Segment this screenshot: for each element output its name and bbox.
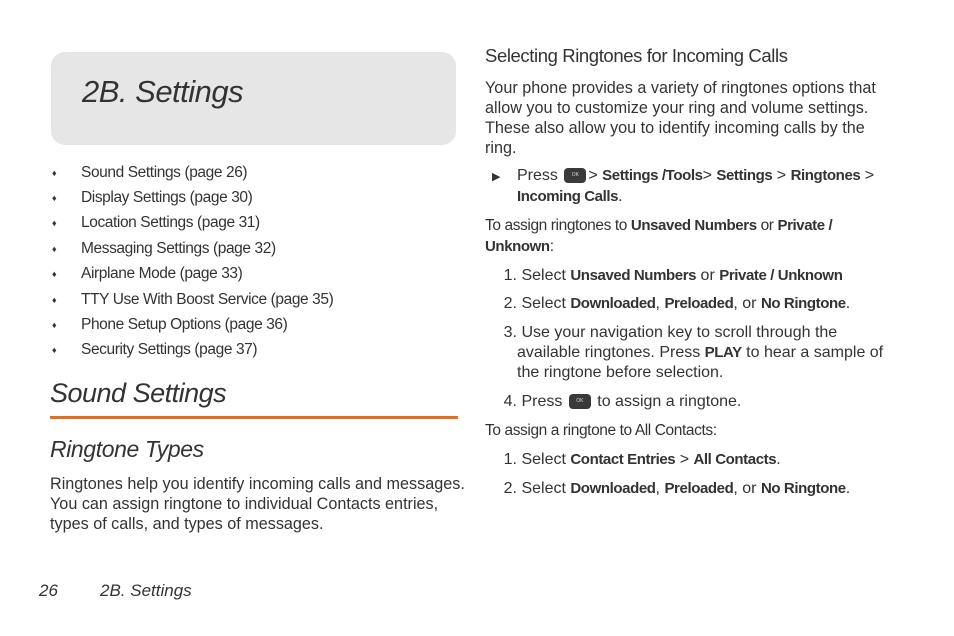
preloaded-option: Preloaded: [664, 480, 734, 497]
step-item: [485, 323, 895, 383]
step-item: [485, 392, 897, 412]
step-text: to hear a sample of the ringtone before selection.: [517, 344, 884, 381]
or-text: , or: [733, 480, 757, 497]
diamond-bullet-icon: ♦: [52, 269, 57, 280]
toc-item-label[interactable]: Sound Settings (page 26): [81, 163, 248, 181]
step-text: Select: [521, 480, 566, 497]
section-divider: [50, 416, 458, 419]
play-key-label: PLAY: [704, 344, 742, 361]
colon: :: [549, 238, 554, 255]
chapter-title: 2B. Settings: [82, 74, 244, 109]
diamond-bullet-icon: ♦: [52, 218, 57, 229]
downloaded-option: Downloaded: [570, 295, 656, 312]
step-text: Select: [521, 451, 566, 468]
press-text: Press: [517, 167, 558, 184]
diamond-bullet-icon: ♦: [52, 193, 57, 204]
preloaded-option: Preloaded: [664, 295, 734, 312]
toc-item[interactable]: [50, 236, 333, 261]
unsaved-numbers-option: Unsaved Numbers: [570, 267, 697, 284]
toc-item[interactable]: [50, 338, 333, 363]
menu-ringtones: Ringtones: [790, 167, 861, 184]
menu-path-instruction: [492, 166, 897, 207]
no-ringtone-option: No Ringtone: [760, 480, 846, 497]
step-text: to assign a ringtone.: [597, 393, 742, 410]
comma: ,: [655, 295, 660, 312]
downloaded-option: Downloaded: [570, 480, 656, 497]
step-text: Select: [521, 267, 566, 284]
comma: ,: [655, 480, 660, 497]
step-item: [485, 450, 897, 470]
ok-key-icon: OK: [569, 394, 591, 409]
toc-item[interactable]: [50, 287, 333, 312]
assign-all-contacts-intro: To assign a ringtone to All Contacts:: [485, 422, 717, 439]
step-number: 3.: [503, 324, 517, 341]
step-number: 4.: [503, 393, 517, 410]
contact-entries-option: Contact Entries: [570, 451, 676, 468]
toc-item[interactable]: [50, 185, 333, 210]
footer-section-name: 2B. Settings: [100, 581, 192, 600]
toc-item[interactable]: [50, 312, 333, 337]
private-unknown-option: Private / Unknown: [719, 267, 843, 284]
unsaved-numbers-label: Unsaved Numbers: [630, 217, 757, 234]
step-text: Select: [521, 295, 566, 312]
step-number: 2.: [503, 480, 517, 497]
toc-item-label[interactable]: Display Settings (page 30): [81, 189, 253, 207]
toc-item-label[interactable]: Location Settings (page 31): [81, 214, 260, 232]
all-contacts-option: All Contacts: [693, 451, 777, 468]
step-item: [485, 479, 897, 499]
section-heading-sound-settings: Sound Settings: [50, 378, 227, 408]
diamond-bullet-icon: ♦: [52, 320, 57, 331]
subsection-heading-ringtone-types: Ringtone Types: [50, 436, 204, 462]
period: .: [618, 188, 623, 205]
menu-settings-tools: Settings /Tools: [602, 167, 703, 184]
gt-separator: >: [588, 167, 598, 184]
toc-item-label[interactable]: Phone Setup Options (page 36): [81, 316, 288, 334]
toc-item-label[interactable]: Airplane Mode (page 33): [81, 265, 243, 283]
private-label: Private /: [777, 217, 833, 234]
selecting-ringtones-paragraph: Your phone provides a variety of ringtones options that allow you to customize your ring and volume settings. These also allow you to identify incoming calls by the ring.: [485, 79, 876, 157]
step-text: Use your navigation key to scroll through the available ringtones. Press: [517, 324, 838, 361]
toc-item[interactable]: [50, 211, 333, 236]
gt-separator: >: [702, 167, 712, 184]
gt-separator: >: [864, 167, 875, 184]
menu-settings: Settings: [716, 167, 773, 184]
triangle-bullet-icon: ▶: [492, 171, 501, 183]
no-ringtone-option: No Ringtone: [760, 295, 846, 312]
diamond-bullet-icon: ♦: [52, 294, 57, 305]
or-text: or: [700, 267, 715, 284]
toc-item-label[interactable]: TTY Use With Boost Service (page 35): [81, 290, 334, 308]
ok-key-icon: OK: [564, 168, 586, 183]
step-text: Press: [521, 393, 563, 410]
toc-item-label[interactable]: Security Settings (page 37): [81, 341, 258, 359]
assign-unsaved-intro: [485, 215, 885, 257]
chapter-contents-list: [50, 160, 333, 363]
ringtone-types-paragraph: Ringtones help you identify incoming calls and messages. You can assign ringtone to individual Contacts entries, types of calls, and types of messages.: [50, 475, 465, 533]
period: .: [845, 295, 851, 312]
or-text: , or: [733, 295, 757, 312]
step-item: [485, 266, 897, 286]
intro-text: To assign ringtones to: [485, 217, 627, 234]
menu-incoming-calls: Incoming Calls: [517, 188, 619, 205]
gt-separator: >: [679, 451, 690, 468]
unknown-label: Unknown: [485, 238, 550, 255]
gt-separator: >: [776, 167, 787, 184]
step-number: 1.: [503, 267, 517, 284]
toc-item[interactable]: [50, 262, 333, 287]
page-number: 26: [39, 581, 58, 600]
period: .: [845, 480, 851, 497]
heading-selecting-ringtones: Selecting Ringtones for Incoming Calls: [485, 45, 788, 66]
step-number: 1.: [503, 451, 517, 468]
step-number: 2.: [503, 295, 517, 312]
diamond-bullet-icon: ♦: [52, 345, 57, 356]
period: .: [776, 451, 781, 468]
step-item: [485, 294, 897, 314]
toc-item[interactable]: [50, 160, 333, 185]
diamond-bullet-icon: ♦: [52, 167, 57, 178]
or-text: or: [760, 217, 774, 234]
toc-item-label[interactable]: Messaging Settings (page 32): [81, 239, 276, 257]
diamond-bullet-icon: ♦: [52, 243, 57, 254]
